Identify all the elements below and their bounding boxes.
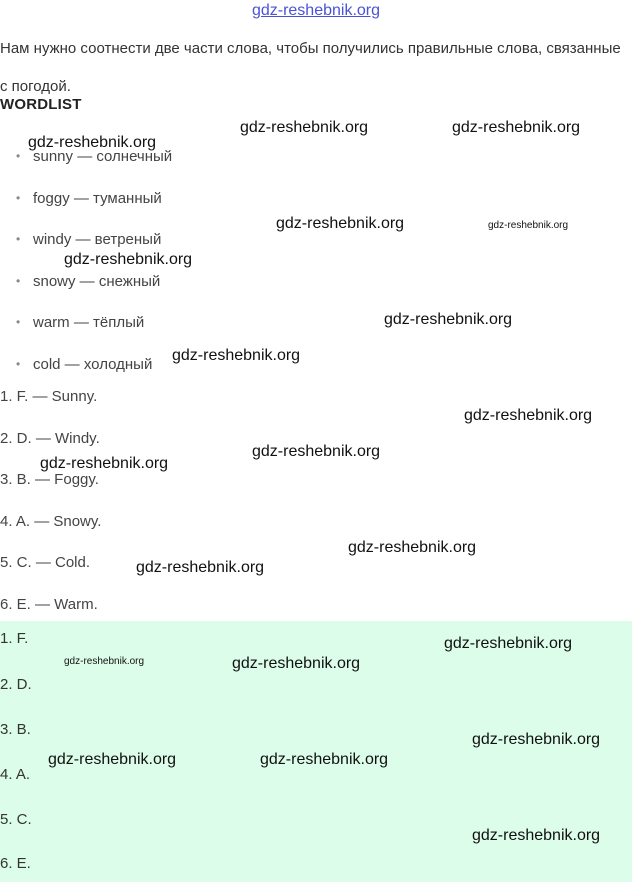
wordlist-title: WORDLIST [0, 96, 82, 113]
bullet-icon: • [16, 315, 21, 330]
short-answer: 3. B. [0, 721, 31, 738]
wordlist-item-text: foggy — туманный [33, 189, 162, 207]
watermark: gdz-reshebnik.org [64, 656, 145, 667]
wordlist-item-text: sunny — солнечный [33, 148, 173, 165]
answer-row: 3. B. — Foggy. [0, 471, 99, 489]
watermark: gdz-reshebnik.org [452, 119, 581, 136]
watermark: gdz-reshebnik.org [472, 827, 601, 844]
short-answer: 2. D. [0, 676, 32, 693]
wordlist-item-text: snowy — снежный [33, 272, 161, 290]
watermark: gdz-reshebnik.org [348, 539, 477, 556]
watermark: gdz-reshebnik.org [472, 731, 601, 748]
wordlist-item [0, 302, 172, 344]
site-header [0, 2, 632, 20]
answer-row: 6. E. — Warm. [0, 595, 98, 613]
short-answer: 1. F. [0, 630, 29, 647]
bullet-icon: • [16, 149, 21, 163]
watermark: gdz-reshebnik.org [136, 559, 265, 576]
watermark: gdz-reshebnik.org [260, 751, 389, 768]
wordlist-item-text: cold — холодный [33, 355, 153, 373]
watermark: gdz-reshebnik.org [240, 119, 369, 136]
watermark: gdz-reshebnik.org [48, 751, 177, 768]
task-description: Нам нужно соотнести две части слова, чтобы получились правильные слова, связанные с погодой. [0, 40, 621, 95]
short-answer: 5. C. [0, 811, 32, 828]
bullet-icon: • [16, 356, 21, 371]
wordlist-item [0, 178, 172, 220]
answer-row: 5. C. — Cold. [0, 554, 91, 572]
watermark: gdz-reshebnik.org [28, 134, 157, 151]
watermark: gdz-reshebnik.org [232, 655, 361, 672]
watermark: gdz-reshebnik.org [252, 443, 381, 460]
answer-row: 1. F. — Sunny. [0, 388, 98, 405]
watermark: gdz-reshebnik.org [64, 251, 193, 268]
answer-row: 2. D. — Windy. [0, 429, 100, 447]
bullet-icon: • [16, 190, 21, 205]
wordlist-item-text: warm — тёплый [33, 314, 145, 332]
short-answer: 4. A. [0, 766, 31, 783]
short-answer: 6. E. [0, 855, 31, 872]
bullet-icon: • [16, 273, 21, 288]
watermark: gdz-reshebnik.org [488, 220, 569, 231]
wordlist-item-text: windy — ветреный [33, 231, 162, 249]
answer-list [0, 376, 101, 626]
site-link[interactable]: gdz-reshebnik.org [251, 2, 381, 19]
watermark: gdz-reshebnik.org [464, 407, 593, 424]
watermark: gdz-reshebnik.org [172, 347, 301, 364]
answer-row: 4. A. — Snowy. [0, 512, 102, 530]
watermark: gdz-reshebnik.org [384, 311, 513, 328]
watermark: gdz-reshebnik.org [40, 455, 169, 472]
watermark: gdz-reshebnik.org [444, 635, 573, 652]
watermark: gdz-reshebnik.org [276, 215, 405, 232]
bullet-icon: • [16, 232, 21, 247]
